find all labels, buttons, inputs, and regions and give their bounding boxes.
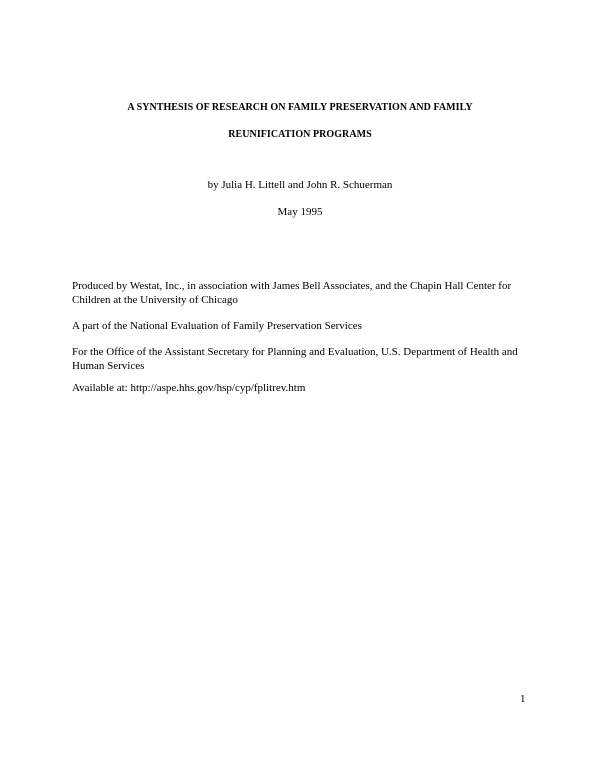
availability-paragraph: Available at: http://aspe.hhs.gov/hsp/cyp/fplitrev.htm	[72, 382, 306, 394]
producer-paragraph: Produced by Westat, Inc., in association with James Bell Associates, and the Chapin Hall Center for Children at the University of Chicago	[72, 280, 512, 306]
authors-line: by Julia H. Littell and John R. Schuerman	[207, 179, 393, 191]
evaluation-paragraph: A part of the National Evaluation of Family Preservation Services	[72, 320, 362, 332]
title-line-1: A SYNTHESIS OF RESEARCH ON FAMILY PRESERVATION AND FAMILY	[127, 102, 473, 113]
title-line-2: REUNIFICATION PROGRAMS	[228, 129, 372, 140]
page-number: 1	[520, 693, 526, 705]
publication-date: May 1995	[277, 206, 323, 218]
office-paragraph: For the Office of the Assistant Secretary for Planning and Evaluation, U.S. Department of Health and Human Services	[72, 346, 518, 372]
